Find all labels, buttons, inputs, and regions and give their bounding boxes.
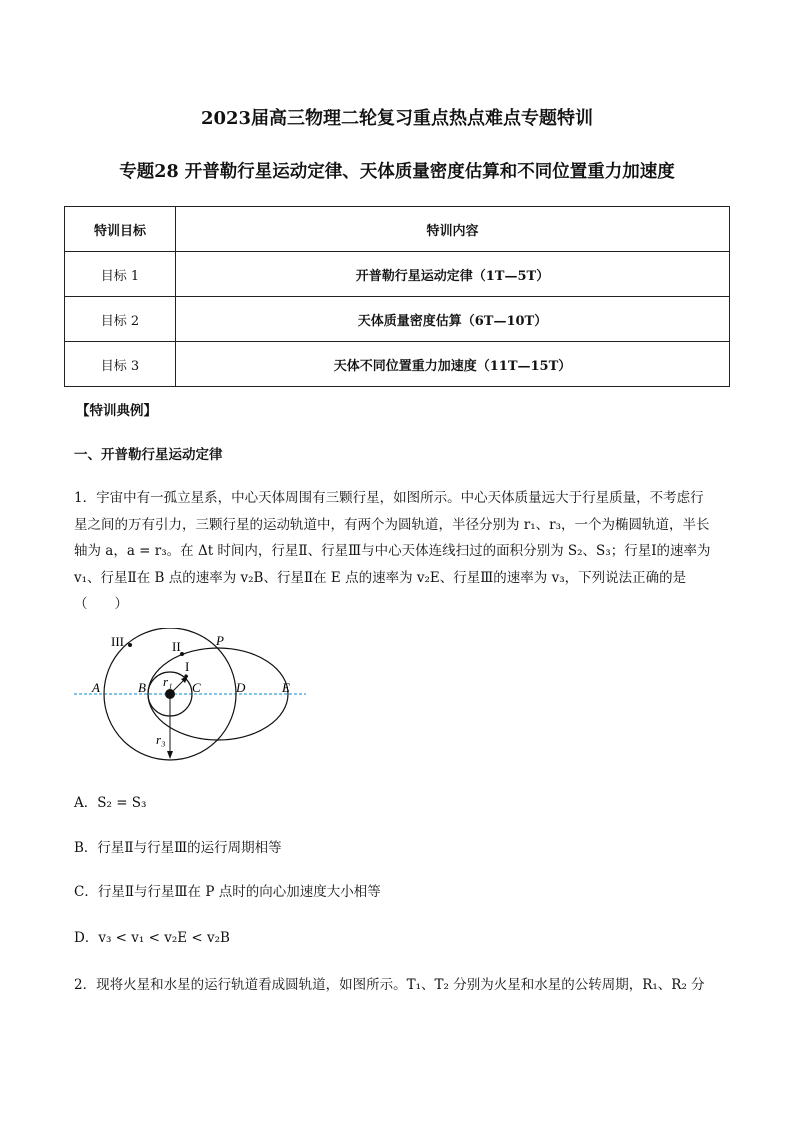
label-a: A — [92, 680, 100, 695]
label-b: B — [138, 680, 146, 695]
label-e: E — [282, 680, 290, 695]
subsection-heading: 一、开普勒行星运动定律 — [74, 447, 223, 463]
question-1-line: 星之间的万有引力，三颗行星的运动轨道中，有两个为圆轨道，半径分别为 r₁、r₃，一个为椭圆轨道，半长 — [74, 516, 710, 533]
targets-table — [64, 206, 730, 387]
option-d: D．v₃ < v₁ < v₂E < v₂B — [74, 930, 230, 946]
question-2-text: 2．现将火星和水星的运行轨道看成圆轨道，如图所示。T₁、T₂ 分别为火星和水星的公转周期，R₁、R₂ 分 — [74, 977, 705, 993]
table-cell-content: 开普勒行星运动定律（1T—5T） — [176, 252, 730, 297]
question-1-line: 轴为 a，a = r₃。在 Δt 时间内，行星Ⅱ、行星Ⅲ与中心天体连线扫过的面积分别为 S₂、S₃；行星Ⅰ的速率为 — [74, 543, 711, 559]
table-row — [65, 297, 730, 342]
table-cell-goal: 目标 2 — [65, 297, 176, 342]
label-iii: III — [111, 634, 124, 649]
table-cell-content: 天体质量密度估算（6T—10T） — [176, 297, 730, 342]
question-1-text — [74, 485, 724, 618]
table-cell-goal: 目标 3 — [65, 342, 176, 387]
table-cell-goal: 目标 1 — [65, 252, 176, 297]
table-row — [65, 252, 730, 297]
section-label: 【特训典例】 — [76, 403, 157, 419]
label-c: C — [192, 680, 201, 695]
table-header-goal: 特训目标 — [65, 207, 176, 252]
label-i: I — [185, 659, 190, 674]
planet-i-dot — [184, 674, 187, 677]
label-r3: r₃ — [156, 732, 166, 747]
radius-r3-arrowhead — [167, 751, 173, 759]
label-p: P — [216, 633, 224, 648]
table-row — [65, 342, 730, 387]
label-r1: r₁ — [163, 674, 173, 689]
table-cell-content: 天体不同位置重力加速度（11T—15T） — [176, 342, 730, 387]
question-1-line: v₁、行星Ⅱ在 B 点的速率为 v₂B、行星Ⅱ在 E 点的速率为 v₂E、行星Ⅲ的速率为 v₃，下列说法正确的是（ ） — [74, 569, 687, 612]
document-subtitle: 专题28 开普勒行星运动定律、天体质量密度估算和不同位置重力加速度 — [119, 162, 675, 182]
label-d: D — [236, 680, 246, 695]
question-1-line: 1．宇宙中有一孤立星系，中心天体周围有三颗行星，如图所示。中心天体质量远大于行星质量，不考虑行 — [74, 490, 704, 506]
table-header-content: 特训内容 — [176, 207, 730, 252]
orbit-diagram — [68, 628, 318, 768]
planet-iii-dot — [128, 643, 132, 647]
option-b: B．行星Ⅱ与行星Ⅲ的运行周期相等 — [74, 840, 282, 856]
document-title: 2023届高三物理二轮复习重点热点难点专题特训 — [200, 108, 594, 129]
option-a: A．S₂ = S₃ — [74, 795, 147, 811]
option-c: C．行星Ⅱ与行星Ⅲ在 P 点时的向心加速度大小相等 — [74, 884, 381, 900]
label-ii: II — [172, 639, 181, 654]
table-header-row — [65, 207, 730, 252]
